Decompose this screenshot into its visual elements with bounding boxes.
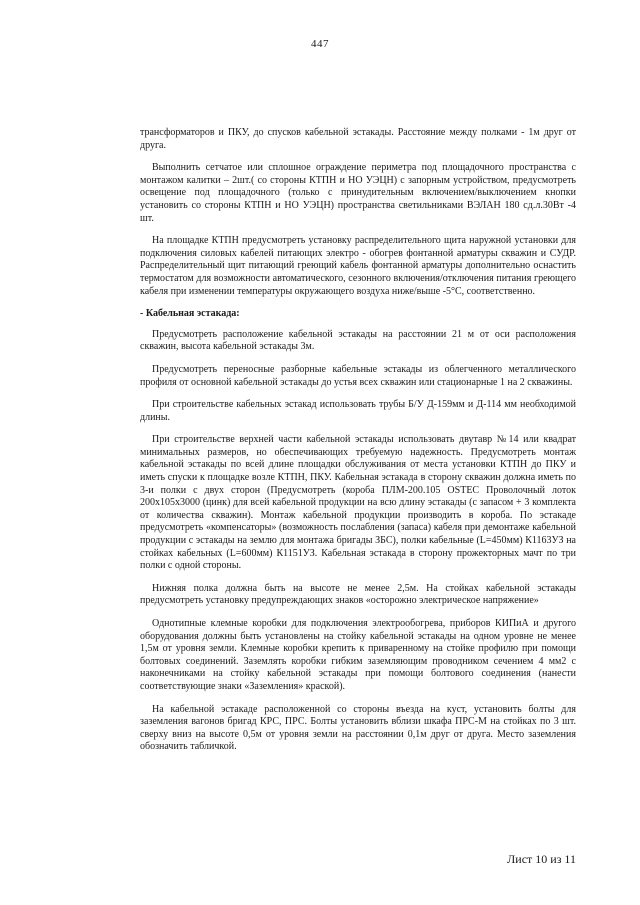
paragraph-7: При строительстве кабельных эстакад использовать трубы Б/У Д-159мм и Д-114 мм необходимой длины. [140,399,576,423]
paragraph-6: Предусмотреть переносные разборные кабельные эстакады из облегченного металлического профиля от основной кабельной эстакады до устья всех скважин или стационарные 1 на 2 скважины. [140,363,576,388]
paragraph-3: На площадке КТПН предусмотреть установку распределительного щита наружной установки для подключения силовых кабелей питающих электро - обогрев фонтанной арматуры скважин и СУДР. Распределительный щит питающий греющий кабель фонтанной арматуры дополнительно оснастить термостатом для возможности автоматического, сезонного включения/отключения питания греющего кабеля при изменении температуры окружающего воздуха ниже/выше -5°С, соответственно. [140,235,576,297]
paragraph-10: Однотипные клемные коробки для подключения электрообогрева, приборов КИПиА и другого оборудования должны быть установлены на стойку кабельной эстакады на одном уровне не менее 1,5м от уровня земли. Клемные коробки крепить к приваренному на стойке профилю при помощи болтовых соединений. Заземлять коробки гибким заземляющим проводником сечением 4 мм2 с наконечниками на стойку кабельной эстакады при помощи болтового соединения (нанести соответствующие знаки «Заземления» краской). [140,618,576,692]
paragraph-1: трансформаторов и ПКУ, до спусков кабельной эстакады. Расстояние между полками - 1м друг от друга. [140,127,576,151]
paragraph-5: Предусмотреть расположение кабельной эстакады на расстоянии 21 м от оси расположения скважин, высота кабельной эстакады 3м. [140,328,576,353]
paragraph-11: На кабельной эстакаде расположенной со стороны въезда на куст, установить болты для заземления вагонов бригад КРС, ПРС. Болты установить вблизи шкафа ПРС-М на стойках по 3 шт. сверху вниз на высоте 0,5м от уровня земли на расстоянии 0,1м друг от друга. Место заземления обозначить табличкой. [140,703,576,753]
sheet-footer: Лист 10 из 11 [507,852,576,866]
section-heading-cable-trestle: - Кабельная эстакада: [140,308,240,320]
paragraph-2: Выполнить сетчатое или сплошное ограждение периметра под площадочного пространства с монтажом калитки – 2шт.( со стороны КТПН и НО УЭЦН) с запорным устройством, предусмотреть освещение под площадочного (только с принудительным включением/выключением кнопки установить со стороны КТПН и НО УЭЦН) пространства светильниками ВЭЛАН 180 сд.л.30Вт -4 шт. [140,162,576,224]
page-number: 447 [311,38,329,50]
paragraph-8: При строительстве верхней части кабельной эстакады использовать двутавр №14 или квадрат минимальных размеров, но обеспечивающих требуемую надежность. Предусмотреть монтаж кабельной эстакады по всей длине площадки обслуживания от места установки КТПН до ПКУ и иметь спуски к площадке возле КТПН, ПКУ. Кабельная эстакада в сторону скважин должна иметь по 3-и полки с двух сторон (Предусмотреть (короба ПЛМ-200.105 OSTEC Проволочный лоток 200x105x3000 (цинк) для всей кабельной продукции на всю длину эстакады (с запасом + 3 комплекта от количества скважин). Монтаж кабельной продукции производить в короба. По эстакаде предусмотреть «компенсаторы» (возможность послабления (запаса) кабеля при демонтаже кабельной продукции с эстакады на землю для монтажа бригады ЗБС), полки кабельные (L=450мм) К1163УЗ на стойках кабельных (L=600мм) К1151УЗ. Кабельная эстакада в сторону прожекторных мачт по три полки с одной стороны. [140,434,576,572]
paragraph-9: Нижняя полка должна быть на высоте не менее 2,5м. На стойках кабельной эстакады предусмотреть установку предупреждающих знаков «осторожно электрическое напряжение» [140,582,576,607]
document-body [140,127,576,764]
